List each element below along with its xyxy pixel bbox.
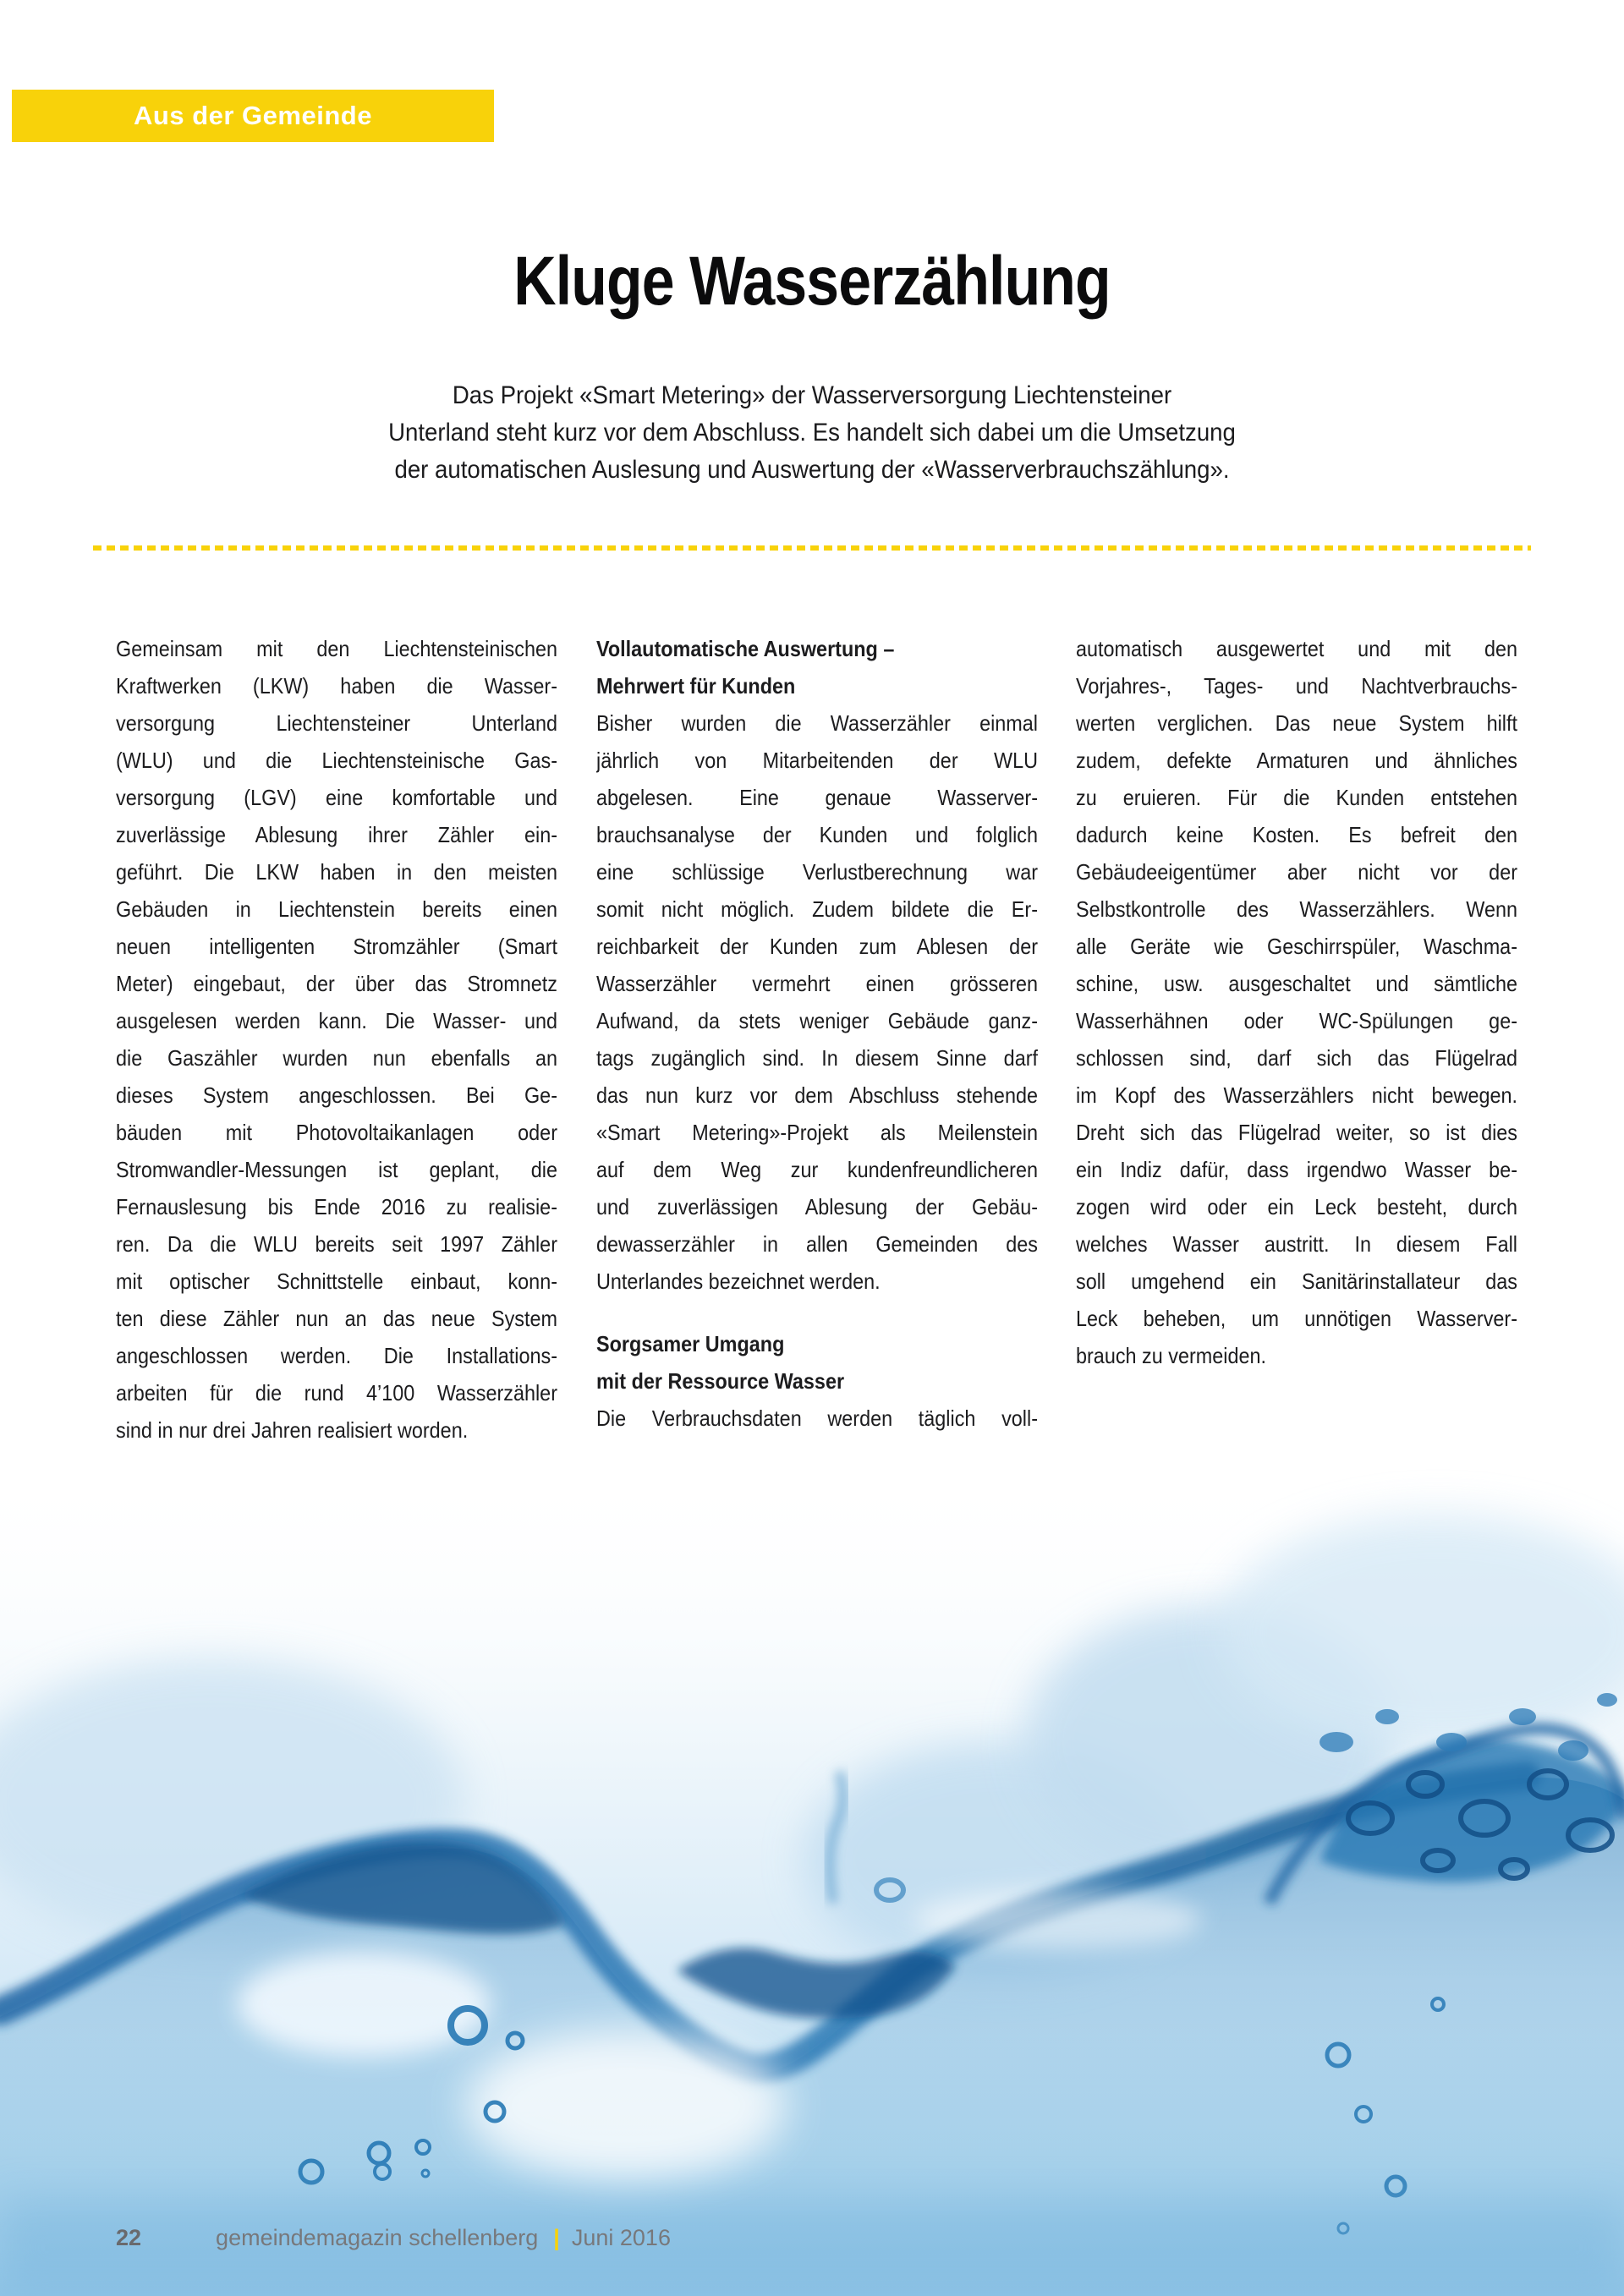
text-line: ausgelesen werden kann. Die Wasser- und <box>116 1008 557 1033</box>
text-line: Unterlandes bezeichnet werden. <box>596 1269 881 1294</box>
text-line: geführt. Die LKW haben in den meisten <box>116 859 557 885</box>
text-line: brauchsanalyse der Kunden und folglich <box>596 822 1038 847</box>
text-line: bäuden mit Photovoltaikanlagen oder <box>116 1120 557 1145</box>
text-line: (WLU) und die Liechtensteinische Gas- <box>116 748 557 773</box>
text-line: versorgung Liechtensteiner Unterland <box>116 710 557 736</box>
article-column-3 <box>1076 630 1517 1374</box>
text-line: dewasserzähler in allen Gemeinden des <box>596 1231 1038 1257</box>
text-line: somit nicht möglich. Zudem bildete die Er- <box>596 896 1038 922</box>
text-line: Das Projekt «Smart Metering» der Wasserversorgung Liechtensteiner <box>452 381 1172 409</box>
text-line: automatisch ausgewertet und mit den <box>1076 636 1517 661</box>
column-2-paragraph-1 <box>596 704 1038 1300</box>
text-line: Mehrwert für Kunden <box>596 673 796 699</box>
text-line: Gemeinsam mit den Liechtensteinischen <box>116 636 557 661</box>
text-line: Unterland steht kurz vor dem Abschluss. Es handelt sich dabei um die Umsetzung <box>388 419 1236 447</box>
text-line: brauch zu vermeiden. <box>1076 1343 1267 1368</box>
text-line: Wasserzähler vermehrt einen grösseren <box>596 971 1038 996</box>
footer-separator: | <box>553 2225 560 2250</box>
text-line: soll umgehend ein Sanitärinstallateur das <box>1076 1269 1517 1294</box>
text-line: Selbstkontrolle des Wasserzählers. Wenn <box>1076 896 1517 922</box>
water-photo <box>0 1463 1624 2296</box>
lead-paragraph <box>65 377 1559 489</box>
article-column-1 <box>116 630 557 1449</box>
text-line: im Kopf des Wasserzählers nicht bewegen. <box>1076 1082 1517 1108</box>
text-line: schine, usw. ausgeschaltet und sämtliche <box>1076 971 1517 996</box>
text-line: Wasserhähnen oder WC-Spülungen ge- <box>1076 1008 1517 1033</box>
text-line: Meter) eingebaut, der über das Stromnetz <box>116 971 557 996</box>
magazine-name: gemeindemagazin schellenberg <box>216 2225 539 2250</box>
text-line: und zuverlässigen Ablesung der Gebäu- <box>596 1194 1038 1219</box>
text-line: Leck beheben, um unnötigen Wasserver- <box>1076 1306 1517 1331</box>
text-line: welches Wasser austritt. In diesem Fall <box>1076 1231 1517 1257</box>
text-line: Gebäudeeigentümer aber nicht vor der <box>1076 859 1517 885</box>
text-line: Die Verbrauchsdaten werden täglich voll- <box>596 1406 1038 1431</box>
text-line: ein Indiz dafür, dass irgendwo Wasser be- <box>1076 1157 1517 1182</box>
text-line: schlossen sind, darf sich das Flügelrad <box>1076 1045 1517 1071</box>
text-line: Bisher wurden die Wasserzähler einmal <box>596 710 1038 736</box>
text-line: eine schlüssige Verlustberechnung war <box>596 859 1038 885</box>
text-line: die Gaszähler wurden nun ebenfalls an <box>116 1045 557 1071</box>
text-line: abgelesen. Eine genaue Wasserver- <box>596 785 1038 810</box>
text-line: «Smart Metering»-Projekt als Meilenstein <box>596 1120 1038 1145</box>
text-line: tags zugänglich sind. In diesem Sinne darf <box>596 1045 1038 1071</box>
text-line: angeschlossen werden. Die Installations- <box>116 1343 557 1368</box>
text-line: arbeiten für die rund 4’100 Wasserzähler <box>116 1380 557 1406</box>
text-line: auf dem Weg zur kundenfreundlicheren <box>596 1157 1038 1182</box>
text-line: Vorjahres-, Tages- und Nachtverbrauchs- <box>1076 673 1517 699</box>
article-column-2 <box>596 630 1038 1437</box>
text-line: dieses System angeschlossen. Bei Ge- <box>116 1082 557 1108</box>
text-line: zu eruieren. Für die Kunden entstehen <box>1076 785 1517 810</box>
column-2-paragraph-2 <box>596 1400 1038 1437</box>
text-line: zogen wird oder ein Leck besteht, durch <box>1076 1194 1517 1219</box>
text-line: versorgung (LGV) eine komfortable und <box>116 785 557 810</box>
text-line: Kraftwerken (LKW) haben die Wasser- <box>116 673 557 699</box>
text-line: neuen intelligenten Stromzähler (Smart <box>116 934 557 959</box>
subheading-ressource-wasser <box>596 1325 1038 1400</box>
text-line: zudem, defekte Armaturen und ähnliches <box>1076 748 1517 773</box>
text-line: werten verglichen. Das neue System hilft <box>1076 710 1517 736</box>
text-line: der automatischen Auslesung und Auswertung der «Wasserverbrauchszählung». <box>394 456 1230 484</box>
text-line: Fernauslesung bis Ende 2016 zu realisie- <box>116 1194 557 1219</box>
text-line: ren. Da die WLU bereits seit 1997 Zähler <box>116 1231 557 1257</box>
text-line: Aufwand, da stets weniger Gebäude ganz- <box>596 1008 1038 1033</box>
text-line: mit optischer Schnittstelle einbaut, konn- <box>116 1269 557 1294</box>
page-title: Kluge Wasserzählung <box>513 243 1111 320</box>
text-line: Stromwandler-Messungen ist geplant, die <box>116 1157 557 1182</box>
water-splash-illustration <box>0 1463 1624 2296</box>
text-line: Dreht sich das Flügelrad weiter, so ist dies <box>1076 1120 1517 1145</box>
text-line: jährlich von Mitarbeitenden der WLU <box>596 748 1038 773</box>
text-line: zuverlässige Ablesung ihrer Zähler ein- <box>116 822 557 847</box>
text-line: ten diese Zähler nun an das neue System <box>116 1306 557 1331</box>
text-line: alle Geräte wie Geschirrspüler, Waschma- <box>1076 934 1517 959</box>
text-line: Sorgsamer Umgang <box>596 1331 785 1356</box>
text-line: dadurch keine Kosten. Es befreit den <box>1076 822 1517 847</box>
page-footer <box>116 2219 671 2256</box>
text-line: das nun kurz vor dem Abschluss stehende <box>596 1082 1038 1108</box>
text-line: Gebäuden in Liechtenstein bereits einen <box>116 896 557 922</box>
text-line: sind in nur drei Jahren realisiert worden. <box>116 1417 469 1443</box>
section-badge-label: Aus der Gemeinde <box>134 101 372 130</box>
text-line: Vollautomatische Auswertung – <box>596 636 895 661</box>
text-line: mit der Ressource Wasser <box>596 1368 845 1394</box>
page-number: 22 <box>116 2225 142 2250</box>
subheading-auswertung <box>596 630 1038 704</box>
issue-date: Juni 2016 <box>571 2225 671 2250</box>
dashed-divider <box>93 545 1531 551</box>
section-badge <box>12 90 494 142</box>
text-line: reichbarkeit der Kunden zum Ablesen der <box>596 934 1038 959</box>
